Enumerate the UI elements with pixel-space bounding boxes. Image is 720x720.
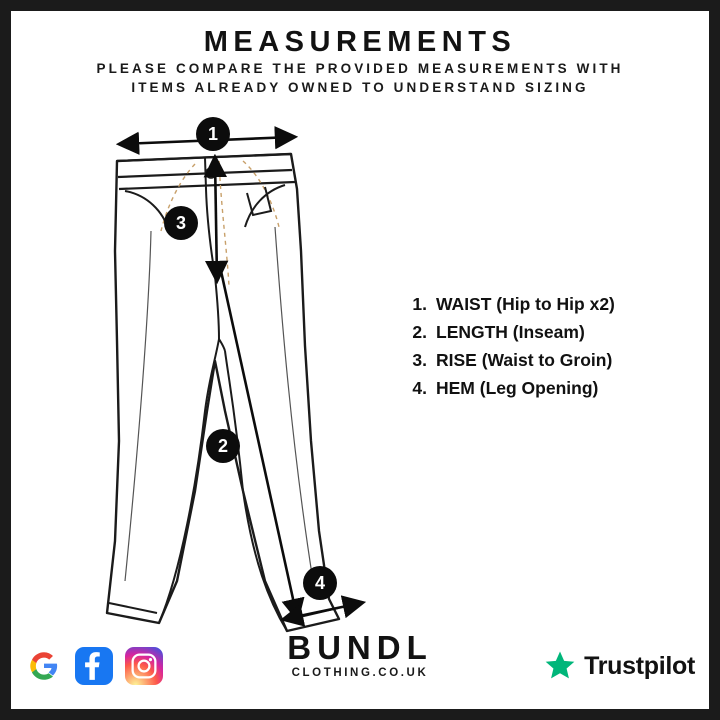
subtitle-line-1: PLEASE COMPARE THE PROVIDED MEASUREMENTS WITH [96, 61, 624, 76]
legend-number-4: 4. [412, 378, 427, 398]
legend-label-3: RISE (Waist to Groin) [436, 350, 613, 370]
legend-item-waist [406, 294, 696, 315]
marker-badge-1: 1 [196, 117, 230, 151]
facebook-f-glyph [77, 649, 111, 683]
legend-number-2: 2. [412, 322, 427, 342]
subtitle-line-2: ITEMS ALREADY OWNED TO UNDERSTAND SIZING [131, 80, 589, 95]
legend-item-length [406, 322, 696, 343]
header [11, 25, 709, 97]
legend-item-hem [406, 378, 696, 399]
legend-label-2: LENGTH (Inseam) [436, 322, 585, 342]
trustpilot-logo[interactable] [543, 649, 695, 683]
google-icon[interactable] [25, 647, 63, 685]
marker-badge-3: 3 [164, 206, 198, 240]
social-links [25, 647, 163, 685]
instagram-camera-glyph [130, 652, 158, 680]
instagram-icon[interactable] [125, 647, 163, 685]
google-g-glyph [29, 651, 59, 681]
page-title: MEASUREMENTS [203, 26, 517, 58]
trustpilot-star-icon [543, 649, 577, 683]
jeans-technical-drawing-svg [29, 111, 409, 641]
marker-badge-2: 2 [206, 429, 240, 463]
jeans-diagram [29, 111, 409, 641]
trustpilot-label: Trustpilot [584, 651, 695, 680]
marker-badge-4: 4 [303, 566, 337, 600]
legend [406, 294, 696, 406]
legend-label-1: WAIST (Hip to Hip x2) [436, 294, 615, 314]
brand-name: BUNDL [287, 629, 433, 666]
brand-logo [287, 630, 432, 681]
legend-label-4: HEM (Leg Opening) [436, 378, 599, 398]
brand-url: CLOTHING.CO.UK [291, 667, 429, 679]
legend-item-rise [406, 350, 696, 371]
footer [11, 611, 709, 697]
legend-number-1: 1. [412, 294, 427, 314]
facebook-icon[interactable] [75, 647, 113, 685]
legend-number-3: 3. [412, 350, 427, 370]
